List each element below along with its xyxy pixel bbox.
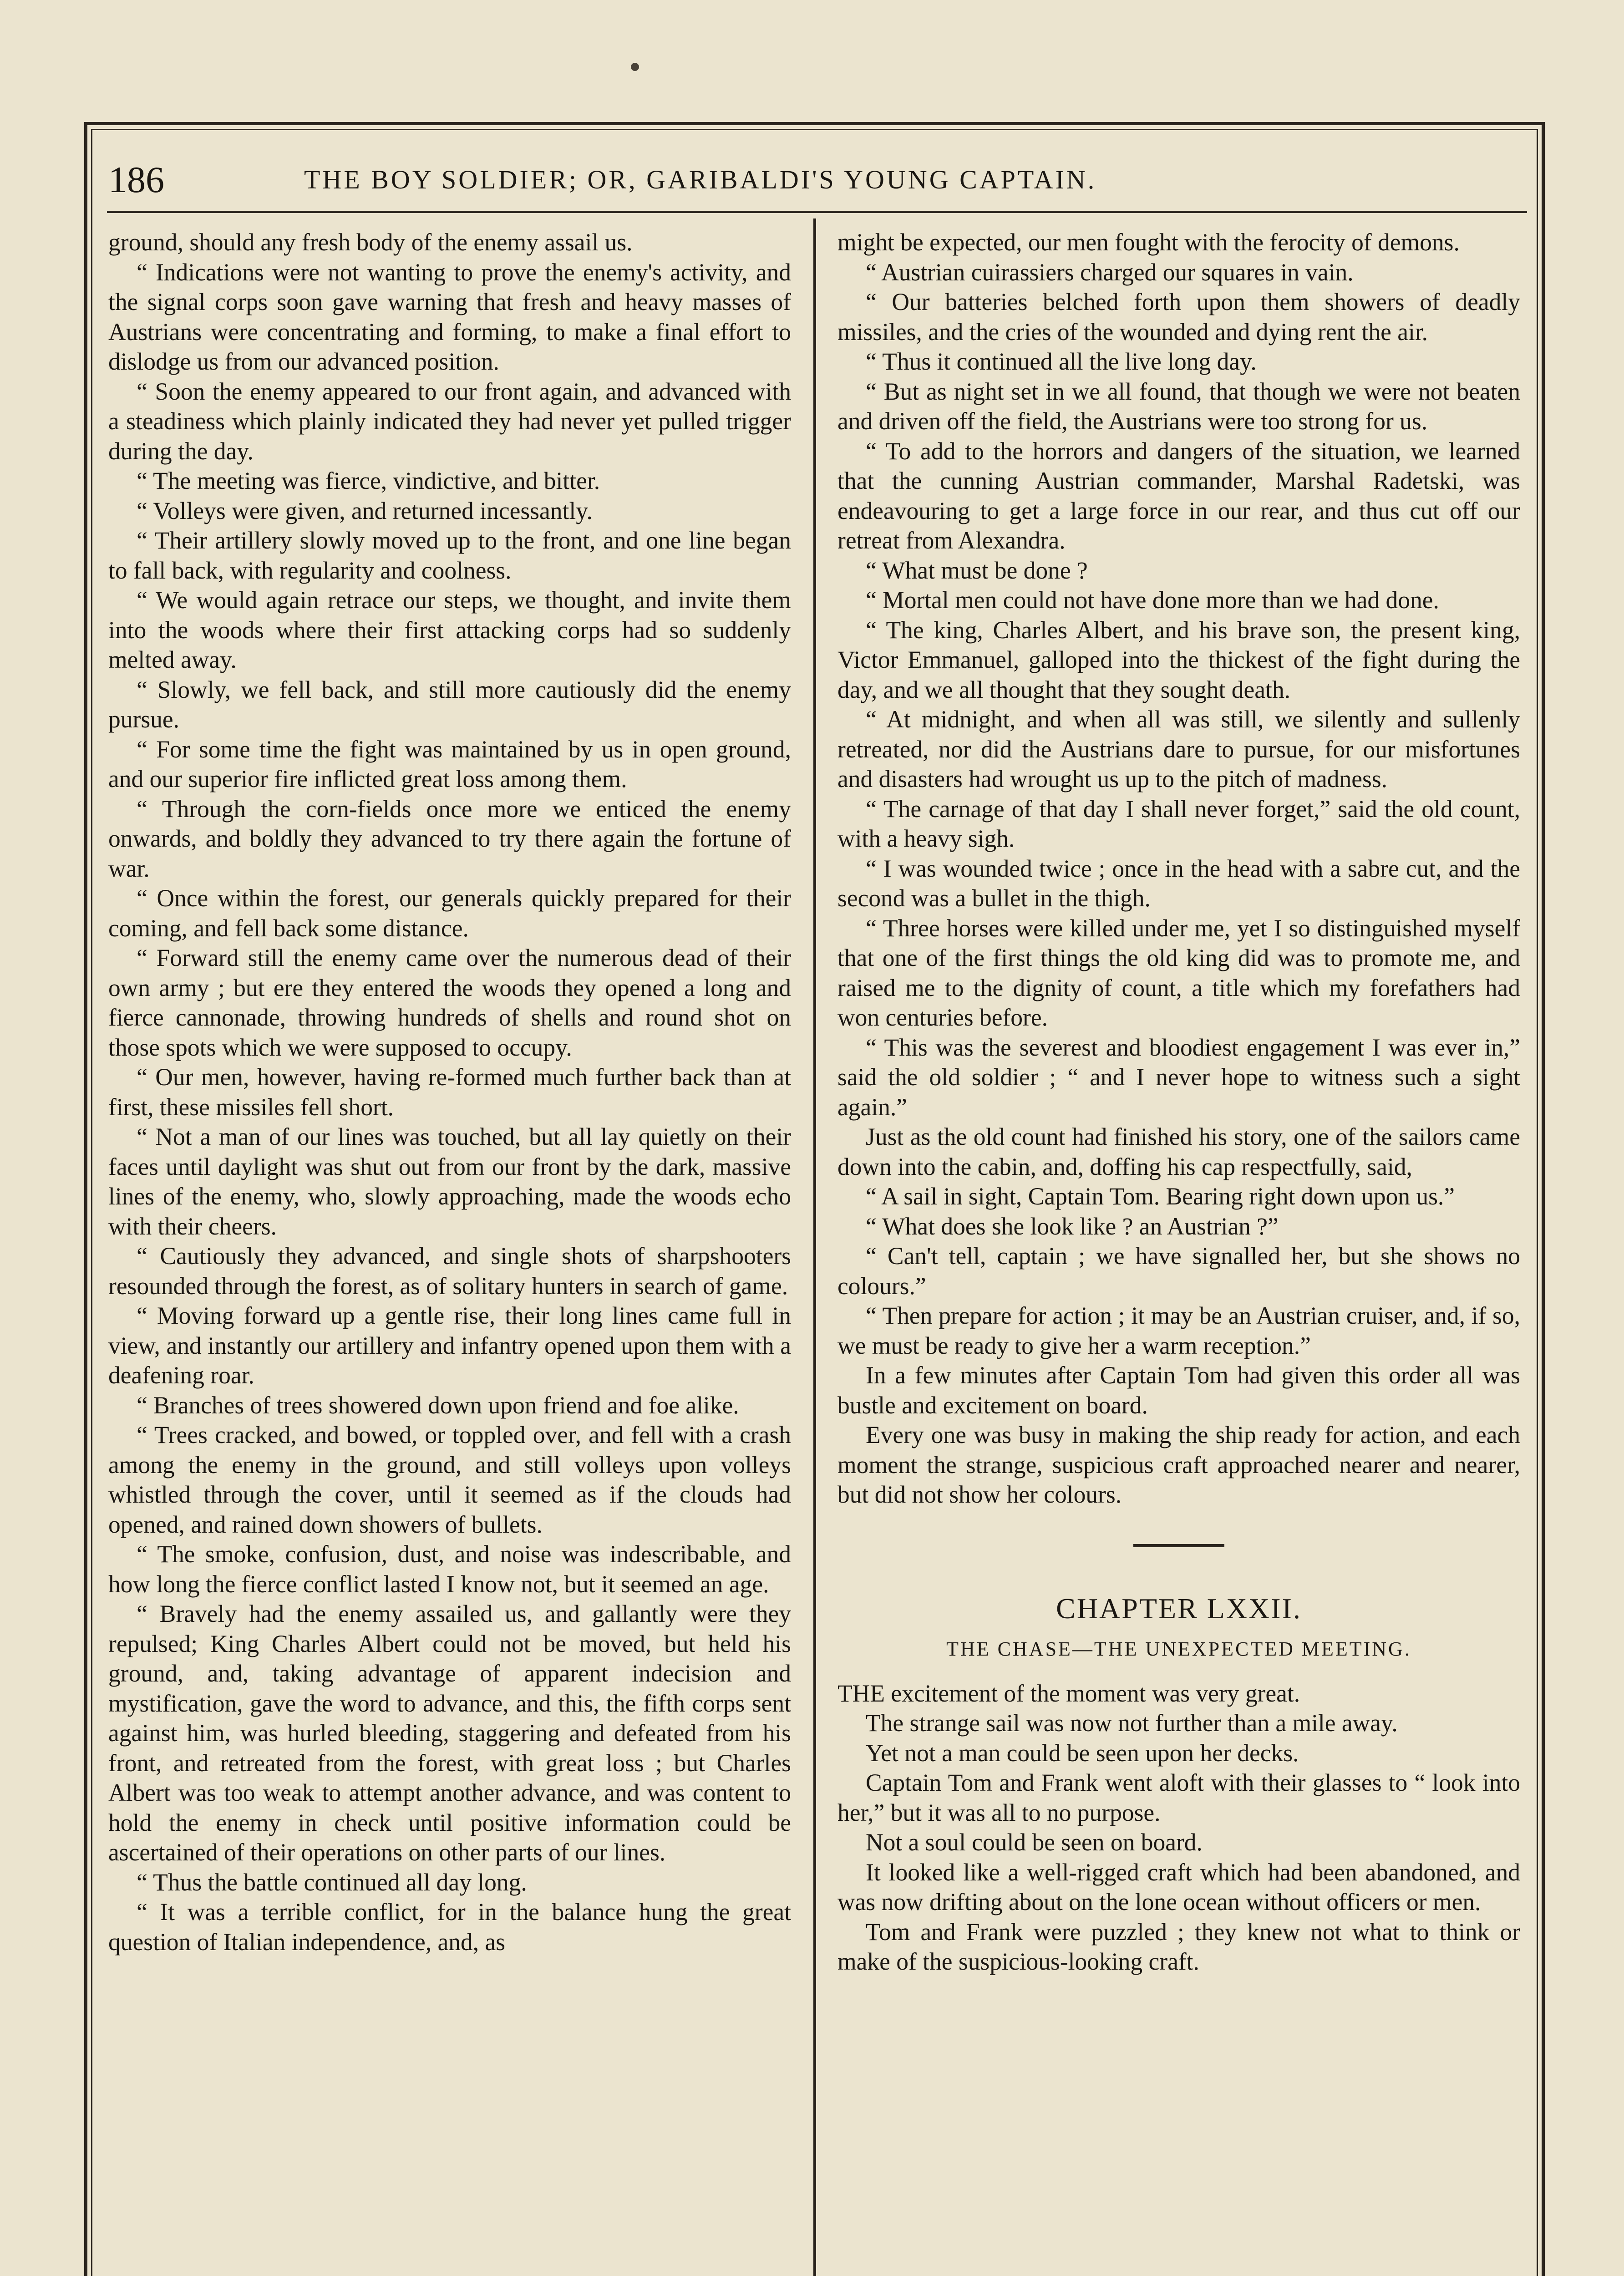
paragraph: “ For some time the fight was maintained by us in open ground, and our superior fire inflicted great loss among them.	[108, 735, 791, 793]
paragraph: “ We would again retrace our steps, we thought, and invite them into the woods where their first attacking corps had so suddenly melted away.	[108, 586, 791, 673]
paragraph: “ Can't tell, captain ; we have signalled her, but she shows no colours.”	[837, 1242, 1520, 1300]
paragraph: Tom and Frank were puzzled ; they knew not what to think or make of the suspicious-looking craft.	[837, 1918, 1520, 1975]
paragraph: “ This was the severest and bloodiest engagement I was ever in,” said the old soldier ; “ and I never hope to witness such a sight again.”	[837, 1033, 1520, 1121]
paragraph: “ Austrian cuirassiers charged our squares in vain.	[866, 258, 1354, 286]
paragraph: Every one was busy in making the ship ready for action, and each moment the strange, suspicious craft approached nearer and nearer, but did not show her colours.	[837, 1421, 1520, 1508]
left-column	[108, 228, 791, 1957]
paragraph: “ Through the corn-fields once more we enticed the enemy onwards, and boldly they advanced to try there again the fortune of war.	[108, 795, 791, 882]
right-column	[837, 228, 1520, 1977]
paragraph: Yet not a man could be seen upon her decks.	[866, 1739, 1299, 1767]
paragraph: “ The smoke, confusion, dust, and noise was indescribable, and how long the fierce conflict lasted I know not, but it seemed an age.	[108, 1540, 791, 1598]
paragraph: Not a soul could be seen on board.	[866, 1829, 1203, 1856]
paragraph: “ Their artillery slowly moved up to the front, and one line began to fall back, with regularity and coolness.	[108, 527, 791, 584]
paragraph: “ Three horses were killed under me, yet I so distinguished myself that one of the first things the old king did was to promote me, and raised me to the dignity of count, a title which my forefathers had won centuries before.	[837, 914, 1520, 1031]
paragraph: “ Thus the battle continued all day long.	[137, 1868, 527, 1896]
paragraph: “ Soon the enemy appeared to our front again, and advanced with a steadiness which plainly indicated they had never yet pulled trigger during the day.	[108, 377, 791, 465]
paragraph: “ Branches of trees showered down upon friend and foe alike.	[137, 1391, 739, 1419]
paragraph: “ Moving forward up a gentle rise, their long lines came full in view, and instantly our artillery and infantry opened upon them with a deafening roar.	[108, 1302, 791, 1389]
paragraph: “ Mortal men could not have done more than we had done.	[866, 586, 1439, 614]
paragraph: “ Bravely had the enemy assailed us, and gallantly were they repulsed; King Charles Albert could not be moved, but held his ground, and, taking advantage of apparent indecision and mystification, gave the word to advance, and this, the fifth corps sent against him, was hurled bleeding, staggering and defeated from his front, and retreated from the forest, with great loss ; but Charles Albert was too weak to attempt another advance, and was content to hold the enemy in check until positive information could be ascertained of their operations on other parts of our lines.	[108, 1600, 791, 1866]
ink-dot	[631, 63, 639, 71]
paragraph: “ Once within the forest, our generals quickly prepared for their coming, and fell back some distance.	[108, 884, 791, 942]
paragraph: It looked like a well-rigged craft which had been abandoned, and was now drifting about on the lone ocean without officers or men.	[837, 1858, 1520, 1915]
paragraph: “ I was wounded twice ; once in the head with a sabre cut, and the second was a bullet in the thigh.	[837, 854, 1520, 912]
paragraph: Captain Tom and Frank went aloft with their glasses to “ look into her,” but it was all to no purpose.	[837, 1769, 1520, 1826]
paragraph: “ The king, Charles Albert, and his brave son, the present king, Victor Emmanuel, galloped into the thickest of the fight during the day, and we all thought that they sought death.	[837, 616, 1520, 703]
paragraph: In a few minutes after Captain Tom had given this order all was bustle and excitement on board.	[837, 1362, 1520, 1419]
paragraph: “ At midnight, and when all was still, we silently and sullenly retreated, nor did the Austrians dare to pursue, for our misfortunes and disasters had wrought us up to the pitch of madness.	[837, 706, 1520, 793]
paragraph: “ It was a terrible conflict, for in the balance hung the great question of Italian independence, and, as	[108, 1898, 791, 1956]
paragraph: “ Forward still the enemy came over the numerous dead of their own army ; but ere they entered the woods they opened a long and fierce cannonade, throwing hundreds of shells and round shot on those spots which we were supposed to occupy.	[108, 944, 791, 1061]
running-title: THE BOY SOLDIER; OR, GARIBALDI'S YOUNG CAPTAIN.	[304, 165, 1097, 194]
chapter-text	[837, 1679, 1520, 1977]
paragraph: “ Our men, however, having re-formed much further back than at first, these missiles fell short.	[108, 1063, 791, 1121]
paragraph: “ Trees cracked, and bowed, or toppled over, and fell with a crash among the enemy in the ground, and still volleys upon volleys whistled through the cover, until it seemed as if the clouds had opened, and rained down showers of bullets.	[108, 1421, 791, 1538]
paragraph: “ Thus it continued all the live long day.	[866, 348, 1257, 375]
paragraph: “ Then prepare for action ; it may be an Austrian cruiser, and, if so, we must be ready to give her a warm reception.”	[837, 1302, 1520, 1359]
paragraph: “ A sail in sight, Captain Tom. Bearing right down upon us.”	[866, 1183, 1455, 1210]
paragraph: “ To add to the horrors and dangers of the situation, we learned that the cunning Austrian commander, Marshal Radetski, was endeavouring to get a large force in our rear, and thus cut off our retreat from Alexandra.	[837, 437, 1520, 554]
paragraph: “ Slowly, we fell back, and still more cautiously did the enemy pursue.	[108, 676, 791, 733]
paragraph: Just as the old count had finished his story, one of the sailors came down into the cabin, and, doffing his cap respectfully, said,	[837, 1123, 1520, 1180]
paragraph: The strange sail was now not further than a mile away.	[866, 1709, 1398, 1737]
column-divider	[813, 218, 816, 2276]
paragraph: might be expected, our men fought with the ferocity of demons.	[837, 229, 1460, 256]
paragraph: “ The meeting was fierce, vindictive, and bitter.	[137, 467, 600, 494]
page-header	[108, 155, 1519, 205]
paragraph: “ Not a man of our lines was touched, but all lay quietly on their faces until daylight was shut out from our front by the dark, massive lines of the enemy, who, slowly approaching, made the woods echo with their cheers.	[108, 1123, 791, 1240]
paragraph: “ What does she look like ? an Austrian ?”	[866, 1212, 1279, 1240]
paragraph: “ Volleys were given, and returned incessantly.	[137, 497, 593, 524]
paragraph: “ Cautiously they advanced, and single shots of sharpshooters resounded through the forest, as of solitary hunters in search of game.	[108, 1242, 791, 1300]
right-column-text	[837, 228, 1520, 1510]
paragraph: “ Our batteries belched forth upon them showers of deadly missiles, and the cries of the wounded and dying rent the air.	[837, 288, 1520, 345]
paragraph: “ But as night set in we all found, that though we were not beaten and driven off the field, the Austrians were too strong for us.	[837, 377, 1520, 435]
page-number: 186	[108, 159, 164, 200]
paragraph: THE excitement of the moment was very great.	[837, 1679, 1300, 1707]
header-rule	[107, 211, 1527, 213]
section-rule	[1133, 1544, 1224, 1547]
chapter-title: CHAPTER LXXII.	[1056, 1592, 1302, 1625]
chapter-subtitle: THE CHASE—THE UNEXPECTED MEETING.	[946, 1637, 1411, 1660]
paragraph: “ The carnage of that day I shall never forget,” said the old count, with a heavy sigh.	[837, 795, 1520, 852]
paragraph: “ Indications were not wanting to prove the enemy's activity, and the signal corps soon gave warning that fresh and heavy masses of Austrians were concentrating and forming, to make a final effort to dislodge us from our advanced position.	[108, 258, 791, 375]
paragraph: ground, should any fresh body of the enemy assail us.	[108, 229, 633, 256]
paragraph: “ What must be done ?	[866, 556, 1088, 584]
